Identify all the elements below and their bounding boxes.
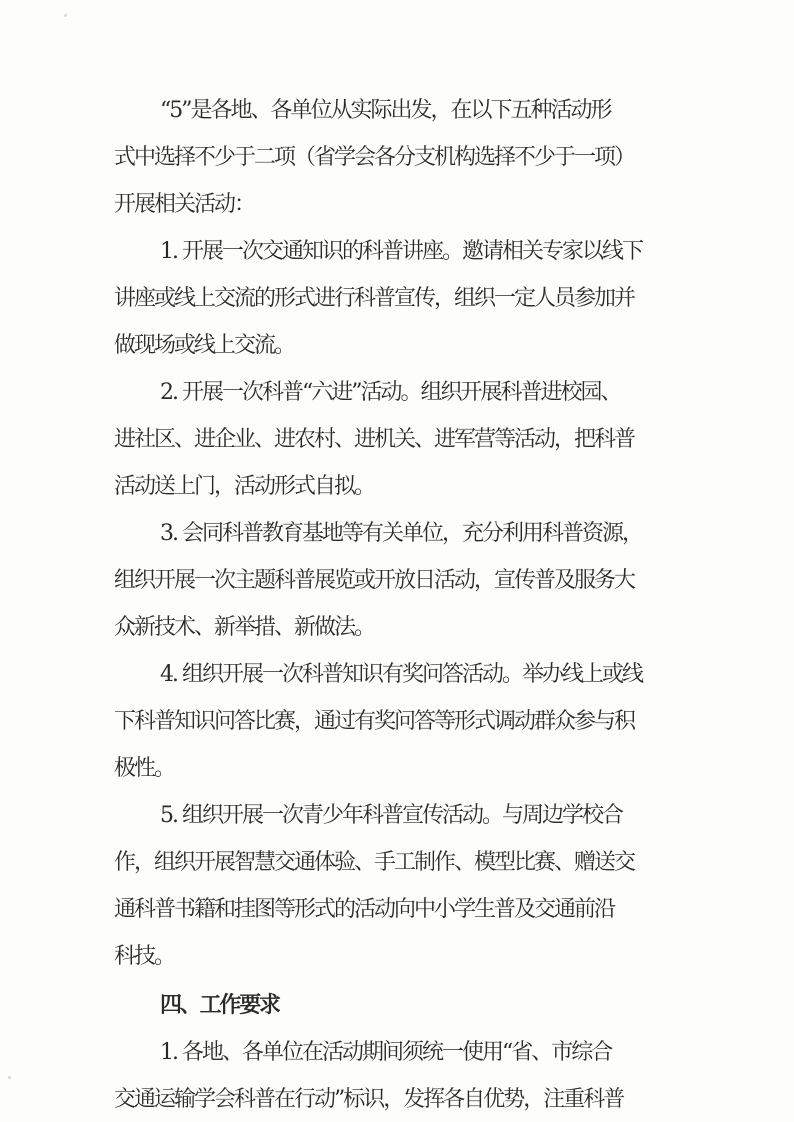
section-heading: 四、工作要求 [160, 993, 279, 1018]
paragraph-line: “5”是各地、各单位从实际出发，在以下五种活动形 [160, 98, 611, 123]
list-item-line: 下科普知识问答比赛，通过有奖问答等形式调动群众参与积 [114, 709, 635, 734]
list-item-line: 众新技术、新举措、新做法。 [114, 615, 375, 640]
scan-speck [8, 1076, 11, 1079]
list-item-line: 通科普书籍和挂图等形式的活动向中小学生普及交通前沿 [114, 897, 615, 922]
list-item-line: 活动送上门，活动形式自拟。 [114, 474, 375, 499]
scan-speck [64, 14, 67, 17]
list-item-line: 4. 组织开展一次科普知识有奖问答活动。举办线上或线 [160, 662, 642, 687]
list-item-line: 组织开展一次主题科普展览或开放日活动，宣传普及服务大 [114, 568, 635, 593]
list-item-line: 交通运输学会科普在行动”标识，发挥各自优势，注重科普 [114, 1087, 624, 1112]
paragraph-line: 式中选择不少于二项（省学会各分支机构选择不少于一项） [114, 145, 635, 170]
list-item-line: 进社区、进企业、进农村、进机关、进军营等活动，把科普 [114, 427, 635, 452]
list-item-line: 3. 会同科普教育基地等有关单位，充分利用科普资源， [160, 521, 642, 546]
list-item-line: 2. 开展一次科普“六进”活动。组织开展科普进校园、 [160, 380, 621, 405]
list-item-line: 做现场或线上交流。 [114, 333, 295, 358]
list-item-line: 讲座或线上交流的形式进行科普宣传，组织一定人员参加并 [114, 286, 635, 311]
list-item-line: 极性。 [114, 756, 175, 781]
list-item-line: 科技。 [114, 944, 175, 969]
list-item-line: 1. 各地、各单位在活动期间须统一使用“省、市综合 [160, 1040, 612, 1065]
paragraph-line: 开展相关活动： [114, 192, 255, 217]
list-item-line: 1. 开展一次交通知识的科普讲座。邀请相关专家以线下 [160, 239, 642, 264]
list-item-line: 5. 组织开展一次青少年科普宣传活动。与周边学校合 [160, 803, 622, 828]
list-item-line: 作，组织开展智慧交通体验、手工制作、模型比赛、赠送交 [114, 850, 635, 875]
